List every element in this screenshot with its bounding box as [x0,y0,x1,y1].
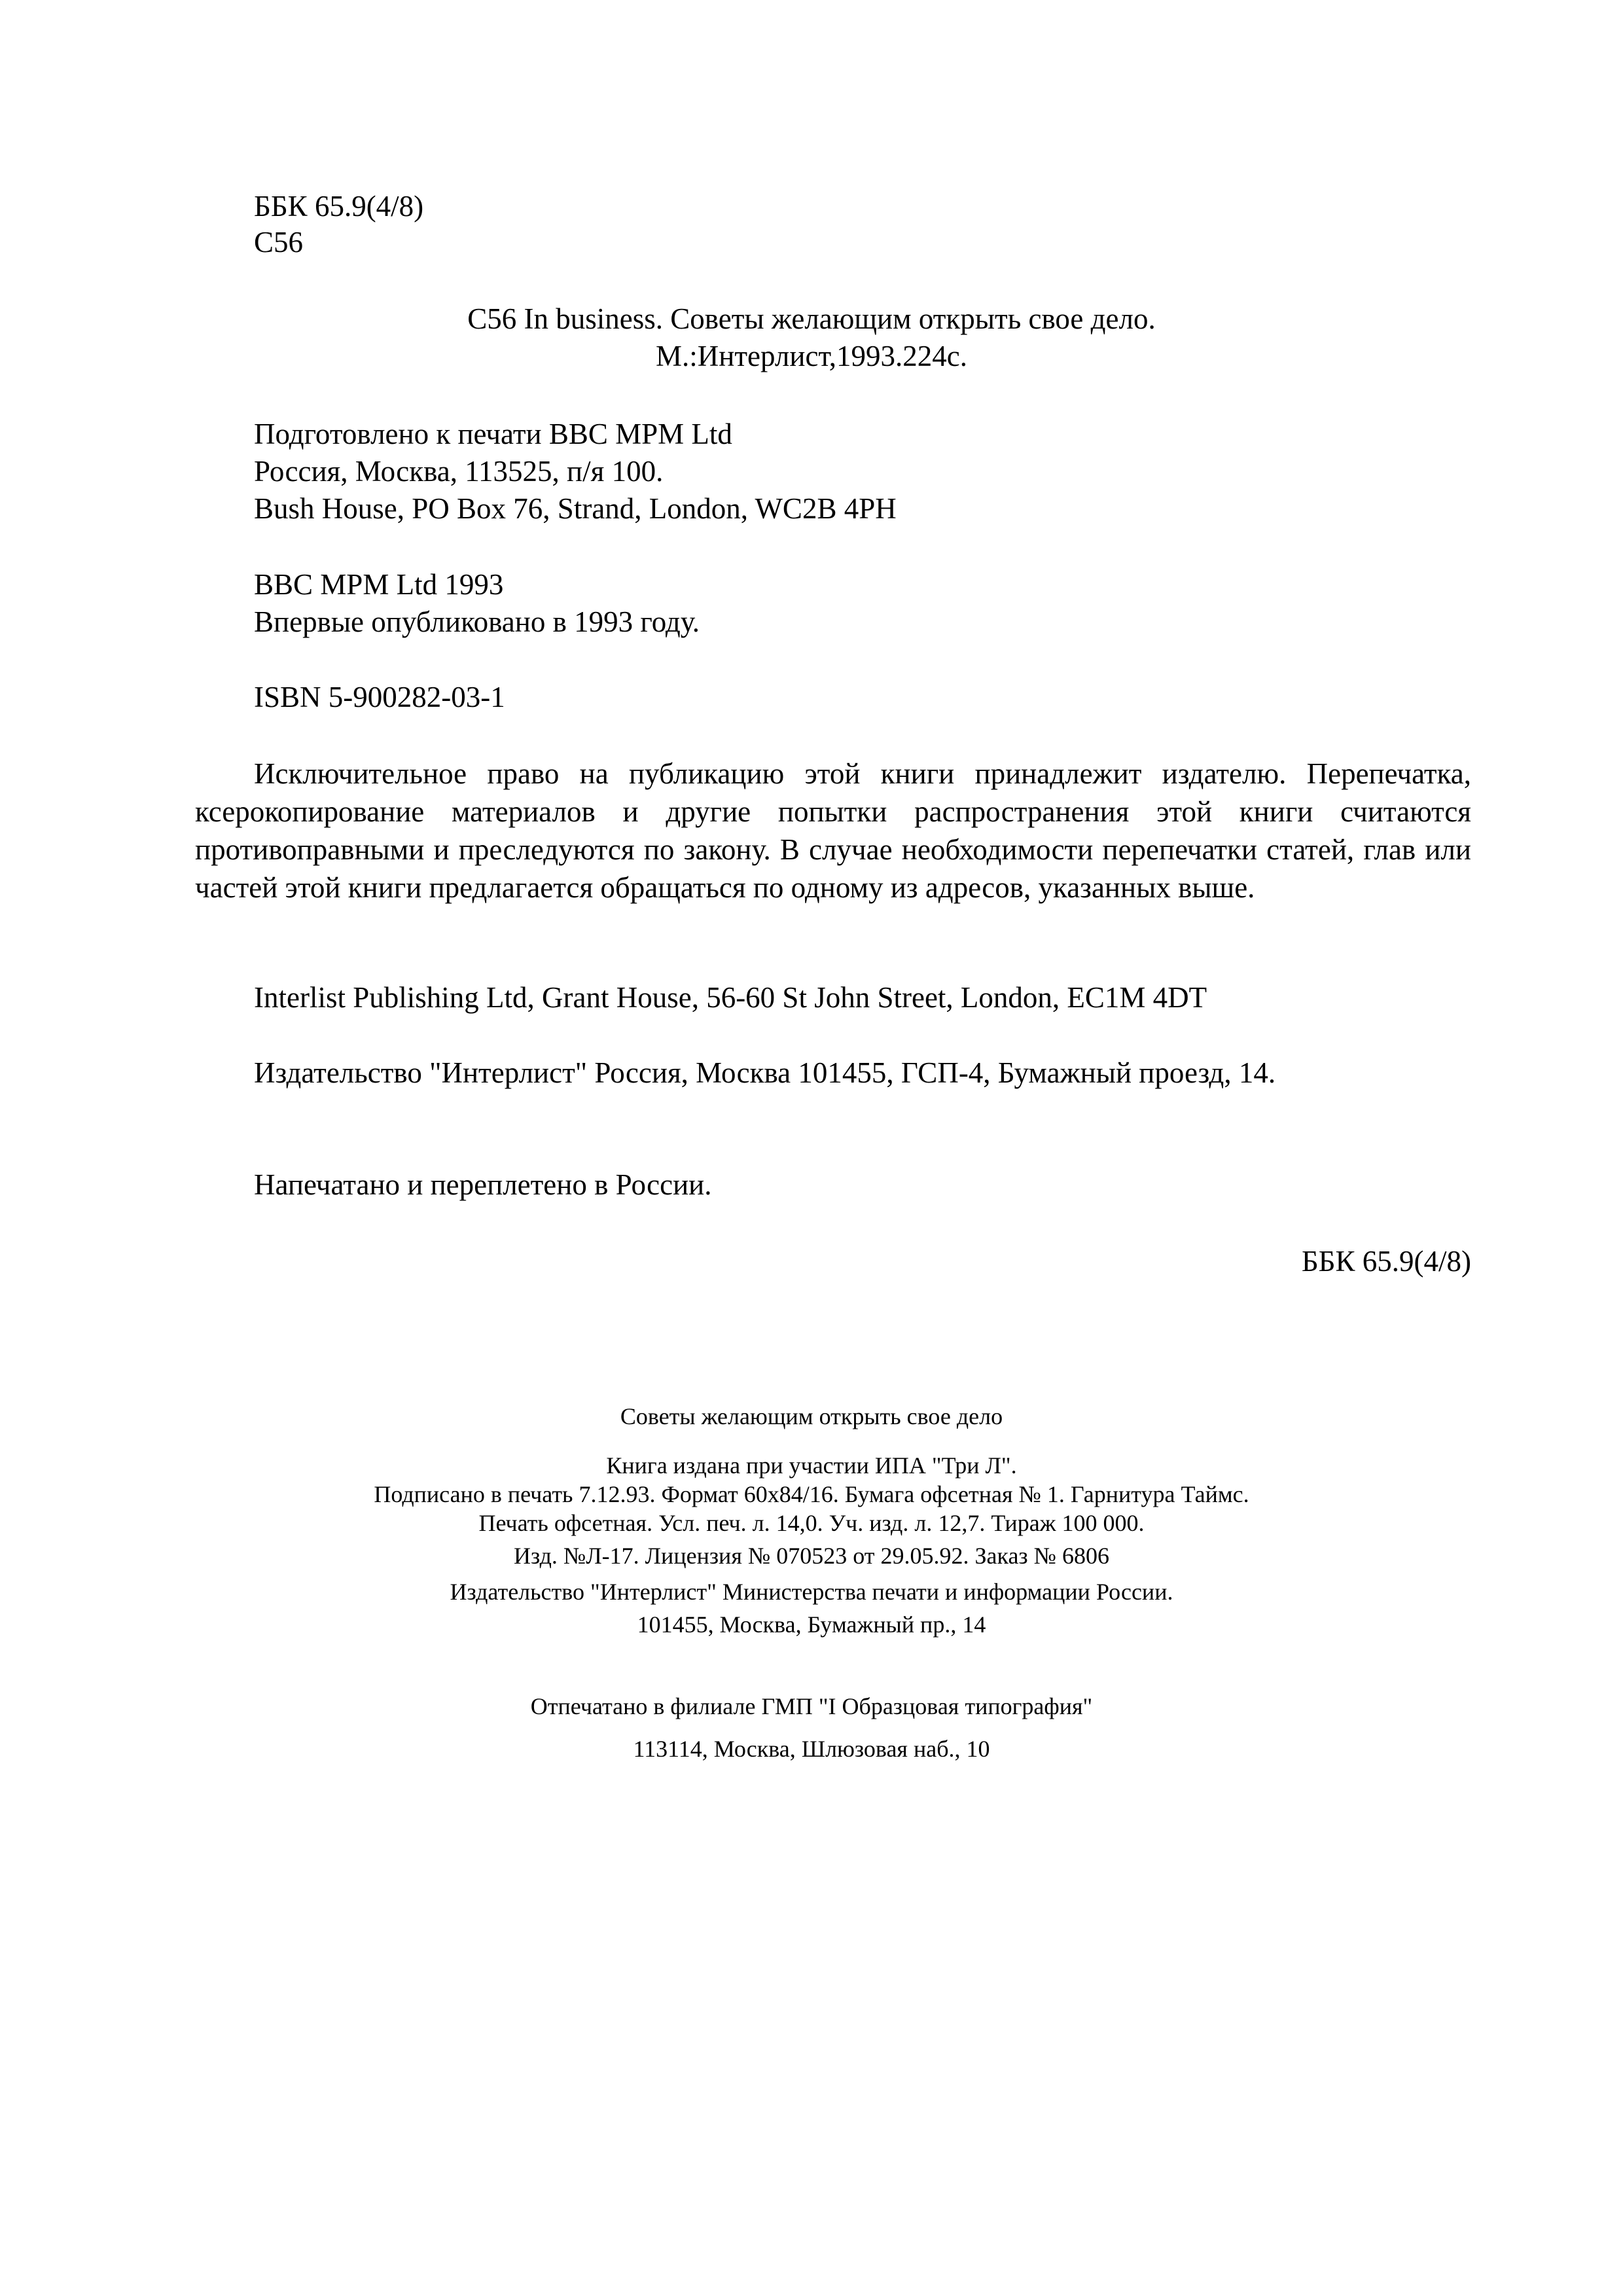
printed-in-russia: Напечатано и переплетено в России. [254,1168,712,1201]
colophon-line-1: Книга издана при участии ИПА "Три Л". [606,1452,1017,1479]
interlist-moscow-address: Издательство "Интерлист" Россия, Москва 101455, ГСП-4, Бумажный проезд, 14. [254,1056,1276,1089]
printer-name: Отпечатано в филиале ГМП "I Образцовая типография" [530,1693,1093,1719]
rights-paragraph: Исключительное право на публикацию этой книги принадлежит издателю. Перепечатка, ксерокопирование материалов и другие попытки распространения этой книги считаются противоправными и преследуются по закону. В случае необходимости перепечатки статей, глав или частей этой книги предлагается обращаться по одному из адресов, указанных выше. [195,757,1471,904]
colophon-line-5: Издательство "Интерлист" Министерства печати и информации России. [450,1579,1173,1605]
isbn: ISBN 5-900282-03-1 [254,681,505,713]
printer-address: 113114, Москва, Шлюзовая наб., 10 [633,1736,990,1762]
interlist-london-address: Interlist Publishing Ltd, Grant House, 56-60 St John Street, London, EC1M 4DT [254,981,1207,1014]
first-published: Впервые опубликовано в 1993 году. [254,605,700,638]
catalog-code: С56 [254,226,304,259]
colophon-line-3: Печать офсетная. Усл. печ. л. 14,0. Уч. изд. л. 12,7. Тираж 100 000. [478,1510,1145,1536]
colophon-line-4: Изд. №Л-17. Лицензия № 070523 от 29.05.92. Заказ № 6806 [514,1543,1109,1569]
book-title-line: С56 In business. Советы желающим открыть свое дело. [467,302,1156,335]
colophon-line-2: Подписано в печать 7.12.93. Формат 60х84/16. Бумага офсетная № 1. Гарнитура Таймс. [374,1481,1249,1507]
prepared-address-london: Bush House, PO Box 76, Strand, London, WC2B 4PH [254,492,897,525]
prepared-address-russia: Россия, Москва, 113525, п/я 100. [254,455,664,488]
bbk-classification: ББК 65.9(4/8) [254,190,424,223]
prepared-by: Подготовлено к печати BBC MPM Ltd [254,418,732,450]
publisher-imprint-line: М.:Интерлист,1993.224с. [656,340,967,372]
colophon-title: Советы желающим открыть свое дело [620,1403,1003,1429]
colophon-line-6: 101455, Москва, Бумажный пр., 14 [637,1611,986,1638]
bbk-right: ББК 65.9(4/8) [1301,1245,1471,1278]
copyright-holder: BBC MPM Ltd 1993 [254,568,504,601]
